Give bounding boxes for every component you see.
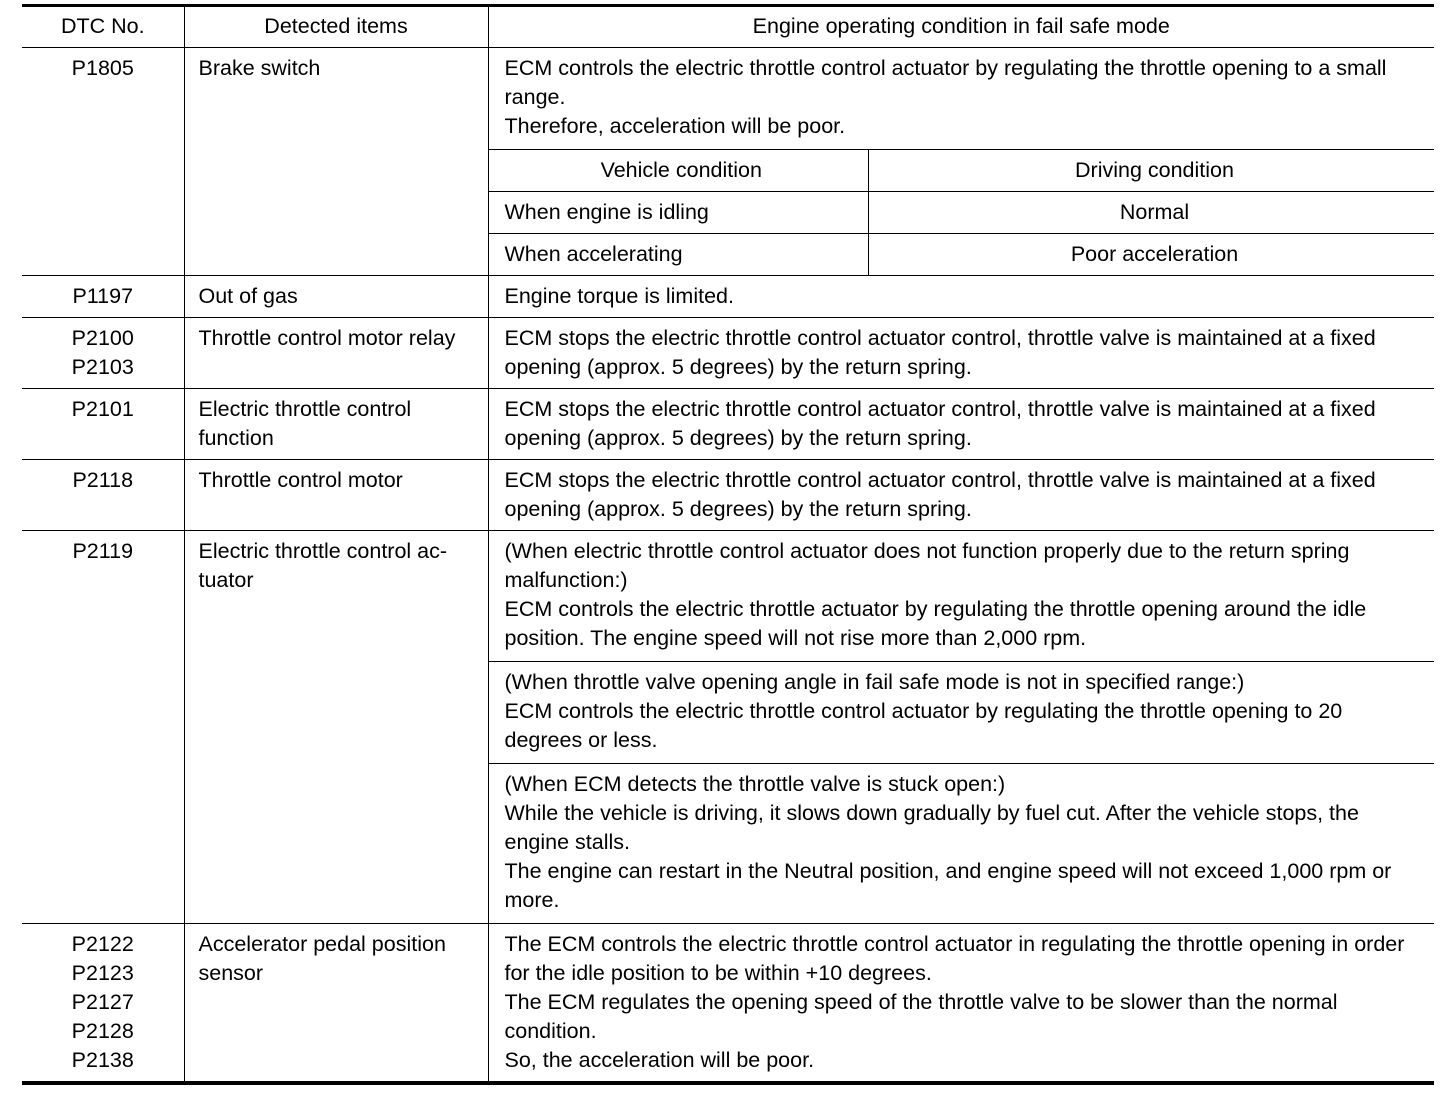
- detected-item: Accelerator pedal position sensor: [184, 924, 488, 1082]
- condition-segment: [489, 531, 1435, 661]
- dtc-code: P2122: [71, 932, 134, 956]
- driving-condition: Normal: [869, 192, 1435, 234]
- fail-safe-table-container: [22, 4, 1434, 1085]
- header-dtc: DTC No.: [22, 7, 184, 48]
- dtc-code: P2103: [71, 355, 134, 379]
- detected-item: Brake switch: [184, 48, 488, 276]
- condition-line: (When ECM detects the throttle valve is stuck open:): [504, 772, 1006, 796]
- condition-line: The engine can restart in the Neutral position, and engine speed will not exceed 1,000 rpm or more.: [504, 859, 1392, 912]
- table-row: [22, 276, 1434, 318]
- dtc-code-list: [22, 924, 184, 1082]
- table-row: [22, 48, 1434, 276]
- dtc-code: P2128: [71, 1019, 134, 1043]
- table-row: [22, 531, 1434, 924]
- condition-line: ECM controls the electric throttle control actuator by regulating the throttle opening to a small range.: [504, 56, 1387, 109]
- dtc-code: P1805: [22, 48, 184, 276]
- detected-item: Electric throttle control ac-tuator: [184, 531, 488, 924]
- subtable-row: [489, 234, 1435, 276]
- condition-text: [488, 924, 1434, 1082]
- dtc-code: P2127: [71, 990, 134, 1014]
- dtc-code: P2138: [71, 1048, 134, 1072]
- detected-item: Out of gas: [184, 276, 488, 318]
- condition-line: While the vehicle is driving, it slows down gradually by fuel cut. After the vehicle stops, the engine stalls.: [504, 801, 1359, 854]
- driving-condition-subtable: [489, 149, 1435, 275]
- vehicle-condition: When accelerating: [489, 234, 869, 276]
- detected-item: Throttle control motor relay: [184, 318, 488, 389]
- dtc-code-list: [22, 318, 184, 389]
- condition-line: The ECM regulates the opening speed of the throttle valve to be slower than the normal condition.: [504, 990, 1338, 1043]
- fail-safe-table: [22, 7, 1434, 1081]
- header-condition: Engine operating condition in fail safe mode: [488, 7, 1434, 48]
- table-row: [22, 318, 1434, 389]
- condition-line: (When electric throttle control actuator does not function properly due to the return spring malfunction:): [504, 539, 1350, 592]
- condition-line: ECM controls the electric throttle control actuator by regulating the throttle opening to 20 degrees or less.: [504, 699, 1343, 752]
- header-detected-items: Detected items: [184, 7, 488, 48]
- detected-item: Electric throttle control function: [184, 389, 488, 460]
- table-row: [22, 389, 1434, 460]
- dtc-code: P2119: [22, 531, 184, 924]
- condition-line: (When throttle valve opening angle in fail safe mode is not in specified range:): [504, 670, 1245, 694]
- condition-line: ECM controls the electric throttle actuator by regulating the throttle opening around the idle position. The engine speed will not rise more than 2,000 rpm.: [504, 597, 1367, 650]
- condition-text: ECM stops the electric throttle control actuator control, throttle valve is maintained at a fixed opening (approx. 5 degrees) by the return spring.: [488, 318, 1434, 389]
- sub-header-driving-condition: Driving condition: [869, 150, 1435, 192]
- condition-segment: [489, 763, 1435, 923]
- bottom-rule: [22, 1081, 1434, 1085]
- detected-item: Throttle control motor: [184, 460, 488, 531]
- subtable-row: [489, 192, 1435, 234]
- dtc-code: P1197: [22, 276, 184, 318]
- condition-cell: [488, 531, 1434, 924]
- condition-segments: [489, 531, 1435, 923]
- table-row: [22, 924, 1434, 1082]
- condition-text: ECM stops the electric throttle control actuator control, throttle valve is maintained at a fixed opening (approx. 5 degrees) by the return spring.: [488, 389, 1434, 460]
- condition-text: ECM stops the electric throttle control actuator control, throttle valve is maintained at a fixed opening (approx. 5 degrees) by the return spring.: [488, 460, 1434, 531]
- table-row: [22, 460, 1434, 531]
- condition-segment: [489, 661, 1435, 763]
- condition-line: Therefore, acceleration will be poor.: [504, 114, 846, 138]
- condition-text: [489, 48, 1435, 149]
- vehicle-condition: When engine is idling: [489, 192, 869, 234]
- driving-condition: Poor acceleration: [869, 234, 1435, 276]
- condition-line: So, the acceleration will be poor.: [504, 1048, 815, 1072]
- table-header-row: [22, 7, 1434, 48]
- dtc-code: P2101: [22, 389, 184, 460]
- condition-line: The ECM controls the electric throttle control actuator in regulating the throttle opening in order for the idle position to be within +10 degrees.: [504, 932, 1405, 985]
- subtable-header-row: [489, 150, 1435, 192]
- sub-header-vehicle-condition: Vehicle condition: [489, 150, 869, 192]
- dtc-code: P2118: [22, 460, 184, 531]
- condition-text: Engine torque is limited.: [488, 276, 1434, 318]
- dtc-code: P2100: [71, 326, 134, 350]
- condition-cell: [488, 48, 1434, 276]
- dtc-code: P2123: [71, 961, 134, 985]
